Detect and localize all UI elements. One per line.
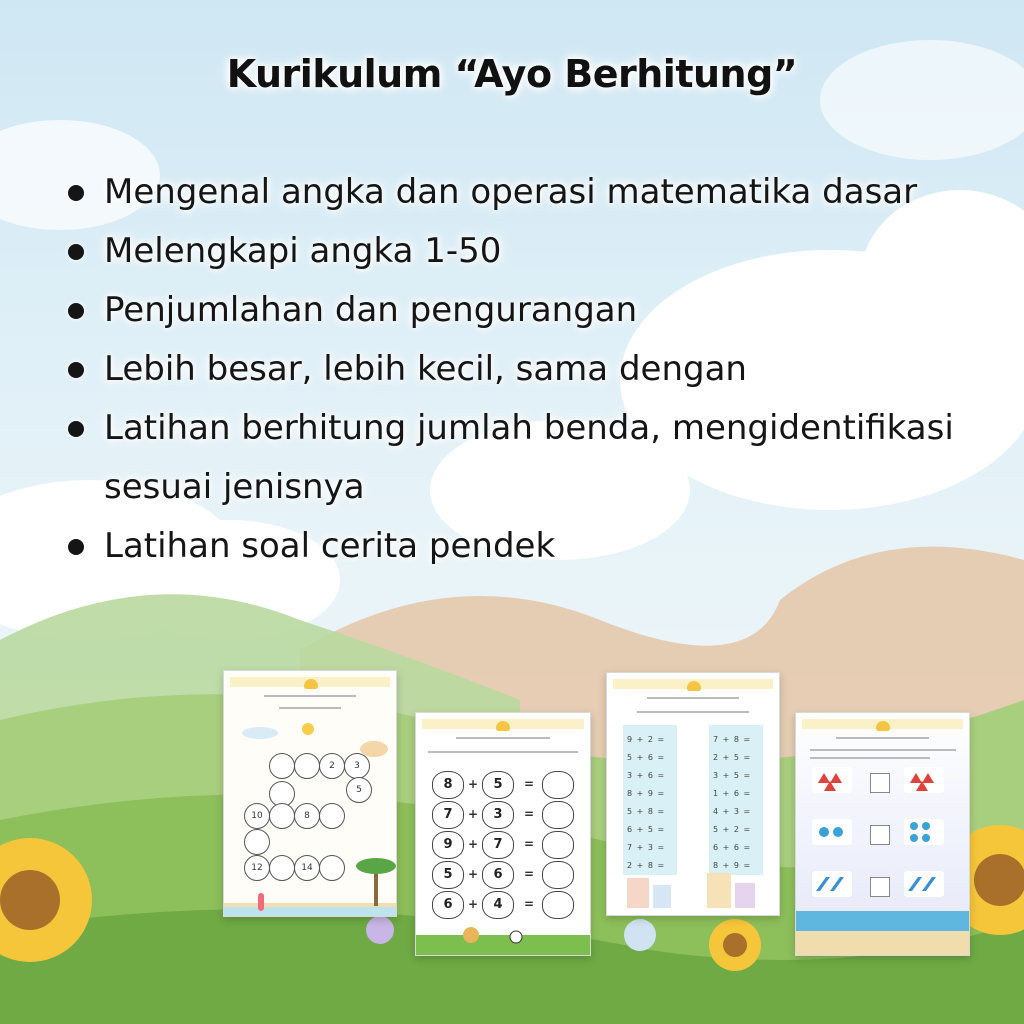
operator: + — [468, 867, 479, 881]
number-blob: 6 — [482, 861, 514, 889]
number-blob: 9 — [432, 831, 464, 859]
equation: 8 + 9 = — [627, 789, 666, 798]
list-item: Mengenal angka dan operasi matematika dasar — [60, 163, 980, 222]
list-item: Latihan soal cerita pendek — [60, 517, 980, 576]
left-column — [623, 725, 677, 875]
number-circle: 14 — [294, 855, 320, 881]
operator: + — [468, 837, 479, 851]
worksheet-thumbnail-2 — [415, 712, 591, 956]
number-blob: 5 — [482, 771, 514, 799]
worksheet-heading-line — [456, 737, 550, 739]
operator: = — [524, 867, 535, 881]
worksheet-thumbnail-3 — [606, 672, 780, 916]
number-circle — [244, 829, 270, 855]
number-circle: 3 — [344, 753, 370, 779]
answer-box — [870, 877, 890, 897]
equation: 8 + 9 = — [713, 861, 752, 870]
equation: 3 + 5 = — [713, 771, 752, 780]
bullet-icon — [68, 362, 84, 378]
equation: 5 + 8 = — [627, 807, 666, 816]
equation: 7 + 8 = — [713, 735, 752, 744]
equation: 6 + 6 = — [713, 843, 752, 852]
number-blob: 5 — [432, 861, 464, 889]
worksheet-heading-line — [428, 751, 578, 753]
number-blob: 3 — [482, 801, 514, 829]
number-circle — [269, 803, 295, 829]
answer-blob — [542, 831, 574, 859]
number-circle — [269, 855, 295, 881]
operator: + — [468, 897, 479, 911]
answer-blob — [542, 801, 574, 829]
worksheet-heading-line — [264, 695, 356, 697]
bullet-icon — [68, 244, 84, 260]
sun-logo-icon — [687, 681, 701, 691]
equation: 9 + 2 = — [627, 735, 666, 744]
worksheet-heading-line — [647, 697, 739, 699]
equation: 5 + 2 = — [713, 825, 752, 834]
number-blob: 7 — [432, 801, 464, 829]
number-blob: 8 — [432, 771, 464, 799]
list-item: Penjumlahan dan pengurangan — [60, 281, 980, 340]
number-circle: 2 — [319, 753, 345, 779]
equation: 7 + 3 = — [627, 843, 666, 852]
worksheet-thumbnail-1 — [223, 670, 397, 917]
number-circle: 5 — [346, 777, 372, 803]
equation: 3 + 6 = — [627, 771, 666, 780]
operator: + — [468, 777, 479, 791]
answer-box — [870, 773, 890, 793]
number-blob: 4 — [482, 891, 514, 919]
list-item: Lebih besar, lebih kecil, sama dengan — [60, 340, 980, 399]
worksheet-heading-line — [279, 707, 341, 709]
page-title: Kurikulum “Ayo Berhitung” — [226, 52, 798, 96]
list-item: Latihan berhitung jumlah benda, mengidentifikasi sesuai jenisnya — [60, 399, 980, 517]
list-item: Melengkapi angka 1-50 — [60, 222, 980, 281]
worksheet-heading-line — [637, 711, 749, 713]
equation: 2 + 8 = — [627, 861, 666, 870]
equation: 6 + 5 = — [627, 825, 666, 834]
operator: = — [524, 897, 535, 911]
answer-blob — [542, 771, 574, 799]
equation: 2 + 5 = — [713, 753, 752, 762]
number-circle — [269, 753, 295, 779]
answer-blob — [542, 861, 574, 889]
operator: = — [524, 807, 535, 821]
number-circle — [319, 803, 345, 829]
equation: 1 + 6 = — [713, 789, 752, 798]
answer-box — [870, 825, 890, 845]
operator: = — [524, 837, 535, 851]
number-circle: 8 — [294, 803, 320, 829]
answer-blob — [542, 891, 574, 919]
bullet-icon — [68, 421, 84, 437]
number-blob: 6 — [432, 891, 464, 919]
operator: + — [468, 807, 479, 821]
sun-logo-icon — [304, 679, 318, 689]
operator: = — [524, 777, 535, 791]
number-circle — [294, 753, 320, 779]
equation: 4 + 3 = — [713, 807, 752, 816]
bullet-icon — [68, 185, 84, 201]
bullet-icon — [68, 303, 84, 319]
number-blob: 7 — [482, 831, 514, 859]
worksheet-thumbnail-4 — [795, 712, 970, 956]
number-circle — [319, 855, 345, 881]
right-column — [709, 725, 763, 875]
bullet-icon — [68, 539, 84, 555]
curriculum-list — [60, 163, 980, 576]
number-circle: 12 — [244, 855, 270, 881]
sun-logo-icon — [496, 721, 510, 731]
equation: 5 + 6 = — [627, 753, 666, 762]
number-circle: 10 — [244, 803, 270, 829]
